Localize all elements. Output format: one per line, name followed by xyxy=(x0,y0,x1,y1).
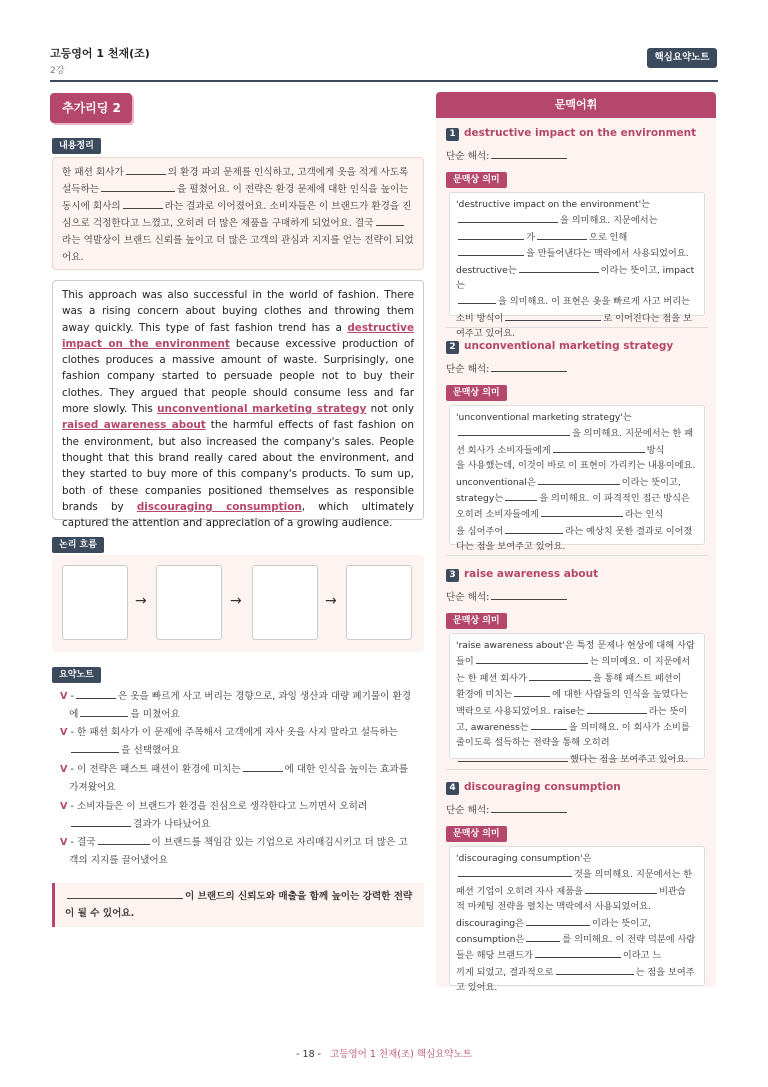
passage-text: not only xyxy=(366,403,414,416)
page-number: - 18 - xyxy=(296,1049,322,1060)
flow-box[interactable] xyxy=(346,565,412,640)
meaning-text: 는 점을 보여주 xyxy=(635,966,695,978)
note-text: - xyxy=(70,691,74,702)
blank xyxy=(531,719,567,730)
note-text: 결과가 나타났어요 xyxy=(133,819,211,830)
meaning-text: 이라는 뜻이고, xyxy=(621,476,681,488)
blank xyxy=(505,523,563,534)
blank xyxy=(505,310,601,321)
meaning-text: 'destructive impact on the environment'는 xyxy=(456,199,651,210)
blank xyxy=(458,229,524,240)
blank xyxy=(243,761,283,772)
summary-text: 라는 결과로 이어졌어요. 소비자들은 이 브랜드가 환경을 진 xyxy=(164,201,412,212)
meaning-text: 'unconventional marketing strategy'는 xyxy=(456,412,632,423)
meaning-text: 'raise awareness about'은 특정 문제나 현상에 대해 사람 xyxy=(456,640,695,651)
simple-label: 단순 해석: xyxy=(446,805,490,816)
passage-text: This approach was also successful in the world of fashion. There was a rising concern about buying clothes and throwing them away quickly. This type of fast fashion trend has a xyxy=(62,289,414,334)
meaning-text: 을 의미해요. 지문에서는 xyxy=(560,215,658,227)
meaning-text: 했다는 점을 보여주고 있어요. xyxy=(570,753,689,765)
blank[interactable] xyxy=(491,589,567,600)
blank xyxy=(556,964,634,975)
summary-box xyxy=(52,157,424,270)
meaning-text: 방식 xyxy=(646,444,665,456)
arrow-icon: → xyxy=(325,593,337,609)
vocab-term: raise awareness about xyxy=(464,568,599,580)
blank xyxy=(519,262,599,273)
meaning-text: 소비 방식이 xyxy=(456,312,504,324)
blank xyxy=(458,212,558,223)
meaning-box xyxy=(449,846,705,994)
check-icon: V xyxy=(60,764,68,775)
meaning-tag: 문맥상 의미 xyxy=(446,613,507,629)
note-text: - 결국 xyxy=(70,837,96,848)
blank xyxy=(458,866,572,877)
note-text: 가져왔어요 xyxy=(69,782,116,793)
meaning-text: 라는 인식 xyxy=(624,509,664,521)
summary-text: 어요. xyxy=(62,252,84,263)
meaning-text: 줄이도록 설득하는 전략을 통해 오히려 xyxy=(456,737,610,749)
section-title: 추가리딩 2 xyxy=(50,93,132,123)
blank xyxy=(123,198,163,209)
meaning-text: 여주고 있어요. xyxy=(456,328,516,340)
passage-text: the harmful effects of fast fashion on the environment, but also increased the company's sales. People thought that this brand really cared about the environment, and they started to buy more of this company's products. To sum up, both of these companies positioned themselves as responsible brands by xyxy=(62,419,414,513)
note-item xyxy=(60,688,418,724)
note-item xyxy=(60,834,418,870)
conclusion-text: 이 브랜드의 신뢰도와 매출을 함께 높이는 강력한 전략 xyxy=(185,891,413,902)
blank xyxy=(71,742,119,753)
meaning-text: 는 의미예요. 이 지문에서 xyxy=(589,656,691,668)
flow-box[interactable] xyxy=(156,565,222,640)
note-item xyxy=(60,798,418,834)
note-item xyxy=(60,761,418,797)
meaning-text: 것을 의미해요. 지문에서는 한 xyxy=(574,869,693,881)
check-icon: V xyxy=(60,837,68,848)
blank xyxy=(458,425,570,436)
simple-translation xyxy=(446,802,569,816)
notes-tag: 요약노트 xyxy=(52,667,101,683)
blank xyxy=(538,474,620,485)
blank[interactable] xyxy=(491,802,567,813)
divider xyxy=(446,555,708,556)
page-footer xyxy=(0,1046,768,1060)
arrow-icon: → xyxy=(135,593,147,609)
note-text: - 한 패션 회사가 이 문제에 주목해서 고객에게 자사 옷을 사지 말라고 설득하는 xyxy=(70,727,398,738)
meaning-text: 적 마케팅 전략을 펼치는 맥락에서 사용되었어요. xyxy=(456,901,652,913)
vocab-term-3 xyxy=(446,568,598,582)
meaning-text: consumption은 xyxy=(456,934,525,946)
flow-tag-wrap xyxy=(52,537,104,553)
note-text: - 소비자들은 이 브랜드가 환경을 진심으로 생각한다고 느끼면서 오히려 xyxy=(70,801,368,812)
meaning-text: 가 xyxy=(526,231,535,243)
meaning-tag: 문맥상 의미 xyxy=(446,385,507,401)
logic-flow xyxy=(52,555,424,652)
blank xyxy=(458,245,524,256)
note-text: 은 옷을 빠르게 사고 버리는 경향으로, 과잉 생산과 대량 폐기물이 환경 xyxy=(117,691,412,702)
check-icon: V xyxy=(60,691,68,702)
blank xyxy=(535,947,621,958)
summary-tag: 내용정리 xyxy=(52,138,101,154)
meaning-text: 비관습 xyxy=(659,885,686,897)
blank xyxy=(76,688,116,699)
meaning-text: 라는 뜻이 xyxy=(648,705,688,717)
flow-box[interactable] xyxy=(252,565,318,640)
meaning-text: 는 한 패션 회사가 xyxy=(456,672,527,684)
blank xyxy=(98,834,150,845)
note-text: 을 미쳤어요 xyxy=(130,709,180,720)
blank xyxy=(505,490,537,501)
meaning-text: 을 사용했는데, 이것이 바로 이 표현이 가리키는 내용이에요. xyxy=(456,460,696,472)
passage-text: because excessive production of clothes produces a massive amount of waste. Surprisingly, one fashion company started to persuade people not to buy their clothes. They argued that people should consume less and far more slowly. This xyxy=(62,337,414,416)
note-text: 에 xyxy=(69,709,79,720)
meaning-tag-wrap xyxy=(446,385,507,401)
document-title: 고등영어 1 천재(조) xyxy=(50,47,150,60)
highlight-phrase: raised awareness about xyxy=(62,419,206,432)
simple-translation xyxy=(446,589,569,603)
meaning-text: 을 의미해요. 이 파격적인 접근 방식은 xyxy=(539,493,690,505)
meaning-text: 을 심어주어 xyxy=(456,525,504,537)
conclusion-text: 이 될 수 있어요. xyxy=(65,908,135,919)
flow-box[interactable] xyxy=(62,565,128,640)
highlight-phrase: discouraging consumption xyxy=(136,500,302,513)
meaning-box xyxy=(449,192,705,340)
arrow-icon: → xyxy=(230,593,242,609)
notes-tag-wrap xyxy=(52,667,101,683)
meaning-text: destructive는 xyxy=(456,264,517,276)
item-number: 2 xyxy=(446,341,459,354)
meaning-box xyxy=(449,405,705,553)
meaning-text: 을 의미해요. 이 표현은 옷을 빠르게 사고 버리는 xyxy=(498,296,690,308)
meaning-text: 들이 xyxy=(456,656,474,668)
summary-text: 을 펼쳤어요. 이 전략은 환경 문제에 대한 인식을 높이는 xyxy=(177,184,409,195)
blank[interactable] xyxy=(491,361,567,372)
meaning-text: strategy는 xyxy=(456,493,504,505)
blank xyxy=(529,670,591,681)
meaning-text: 이라는 뜻이고, xyxy=(592,917,652,929)
note-text: 객의 지지를 끌어냈어요 xyxy=(69,855,168,866)
meaning-text: 을 통해 패스트 패션이 xyxy=(592,672,682,684)
meaning-text: 으로 인해 xyxy=(588,231,628,243)
meaning-tag-wrap xyxy=(446,613,507,629)
divider xyxy=(446,769,708,770)
simple-label: 단순 해석: xyxy=(446,151,490,162)
blank xyxy=(476,653,588,664)
blank xyxy=(526,915,590,926)
meaning-text: 를 의미해요. 이 전략 덕분에 사람 xyxy=(562,934,696,946)
blank xyxy=(101,181,175,192)
meaning-text: 로 이어진다는 점을 보 xyxy=(603,312,692,324)
meaning-text: 들은 해당 브랜드가 xyxy=(456,950,533,962)
simple-translation xyxy=(446,148,569,162)
conclusion-box xyxy=(52,883,424,927)
simple-translation xyxy=(446,361,569,375)
meaning-text: 을 만들어낸다는 맥락에서 사용되었어요. xyxy=(526,248,689,260)
meaning-tag: 문맥상 의미 xyxy=(446,826,507,842)
blank[interactable] xyxy=(491,148,567,159)
simple-label: 단순 해석: xyxy=(446,364,490,375)
summary-text: 의 환경 파괴 문제를 인식하고, 고객에게 옷을 적게 사도록 xyxy=(167,167,409,178)
header-divider xyxy=(50,80,718,82)
blank xyxy=(587,703,647,714)
check-icon: V xyxy=(60,801,68,812)
meaning-text: discouraging은 xyxy=(456,917,524,929)
blank xyxy=(376,215,404,226)
item-number: 4 xyxy=(446,782,459,795)
meaning-text: 을 의미해요. 지문에서는 한 패 xyxy=(572,428,694,440)
highlight-phrase: destructive impact on the environment xyxy=(62,321,414,350)
note-item xyxy=(60,724,418,760)
summary-text: 심으로 걱정한다고 느꼈고, 오히려 더 많은 제품을 구매하게 되었어요. 결국 xyxy=(62,218,374,229)
flow-tag: 논리 흐름 xyxy=(52,537,104,553)
summary-text: 한 패션 회사가 xyxy=(62,167,124,178)
meaning-text: 고, awareness는 xyxy=(456,722,529,734)
blank xyxy=(71,816,131,827)
meaning-text: 이라고 느 xyxy=(622,950,662,962)
meaning-text: 패션 기업이 오히려 자사 제품을 xyxy=(456,885,584,897)
blank xyxy=(537,229,587,240)
meaning-text: unconventional은 xyxy=(456,476,536,488)
vocab-term-2 xyxy=(446,340,673,354)
vocab-term: discouraging consumption xyxy=(464,781,621,793)
blank xyxy=(80,706,128,717)
note-text: - 이 전략은 패스트 패션이 환경에 미치는 xyxy=(70,764,241,775)
meaning-text: 션 회사가 소비자들에게 xyxy=(456,444,551,456)
blank xyxy=(553,442,645,453)
item-number: 1 xyxy=(446,128,459,141)
meaning-text: 끼게 되었고, 결과적으로 xyxy=(456,966,554,978)
note-text: 을 선택했어요 xyxy=(121,745,180,756)
summary-text: 동시에 회사의 xyxy=(62,201,121,212)
item-number: 3 xyxy=(446,569,459,582)
check-icon: V xyxy=(60,727,68,738)
blank xyxy=(585,883,657,894)
note-text: 에 대한 인식을 높이는 효과를 xyxy=(284,764,408,775)
footer-text: 고등영어 1 천재(조) 핵심요약노트 xyxy=(330,1049,472,1060)
vocab-panel-title: 문맥어휘 xyxy=(436,92,716,118)
passage-text: , which ultimately captured the attention and appreciation of a growing audience. xyxy=(62,500,415,530)
meaning-text: 다는 점을 보여주고 있어요. xyxy=(456,541,566,553)
vocab-term: destructive impact on the environment xyxy=(464,127,697,139)
divider xyxy=(446,327,708,328)
blank xyxy=(458,751,568,762)
blank xyxy=(514,686,550,697)
meaning-text: 고 있어요. xyxy=(456,982,498,994)
meaning-text: 을 의미해요. 이 회사가 소비를 xyxy=(568,722,690,734)
meaning-tag: 문맥상 의미 xyxy=(446,172,507,188)
blank xyxy=(458,293,496,304)
meaning-text: 오히려 소비자들에게 xyxy=(456,509,539,521)
summary-tag-wrap xyxy=(52,138,101,154)
header-badge: 핵심요약노트 xyxy=(647,48,717,68)
vocab-term-1 xyxy=(446,127,696,141)
blank xyxy=(526,931,560,942)
meaning-text: 'discouraging consumption'은 xyxy=(456,853,592,864)
meaning-text: 라는 예상치 못한 결과로 이어졌 xyxy=(565,525,693,537)
blank xyxy=(541,506,623,517)
reading-passage xyxy=(52,280,424,530)
meaning-text: 환경에 미치는 xyxy=(456,689,513,701)
vocab-term-4 xyxy=(446,781,621,795)
vocab-term: unconventional marketing strategy xyxy=(464,340,674,352)
note-text: 이 브랜드를 책임감 있는 기업으로 자리매김시키고 더 많은 고 xyxy=(151,837,408,848)
summary-text: 라는 역발상이 브랜드 신뢰를 높이고 더 많은 고객의 관심과 지지를 얻는 전략이 되었 xyxy=(62,235,414,246)
highlight-phrase: unconventional marketing strategy xyxy=(157,403,367,416)
meaning-tag-wrap xyxy=(446,172,507,188)
meaning-text: 에 대한 사람들의 인식을 높였다는 xyxy=(552,689,689,701)
simple-label: 단순 해석: xyxy=(446,592,490,603)
blank xyxy=(67,888,183,899)
meaning-text: 맥락으로 사용되었어요. raise는 xyxy=(456,705,585,717)
blank xyxy=(126,164,166,175)
meaning-tag-wrap xyxy=(446,826,507,842)
summary-text: 설득하는 xyxy=(62,184,100,195)
meaning-box xyxy=(449,633,705,765)
meaning-text: 이라는 뜻이고, impact는 xyxy=(456,264,695,292)
lesson-number: 2강 xyxy=(50,66,65,76)
